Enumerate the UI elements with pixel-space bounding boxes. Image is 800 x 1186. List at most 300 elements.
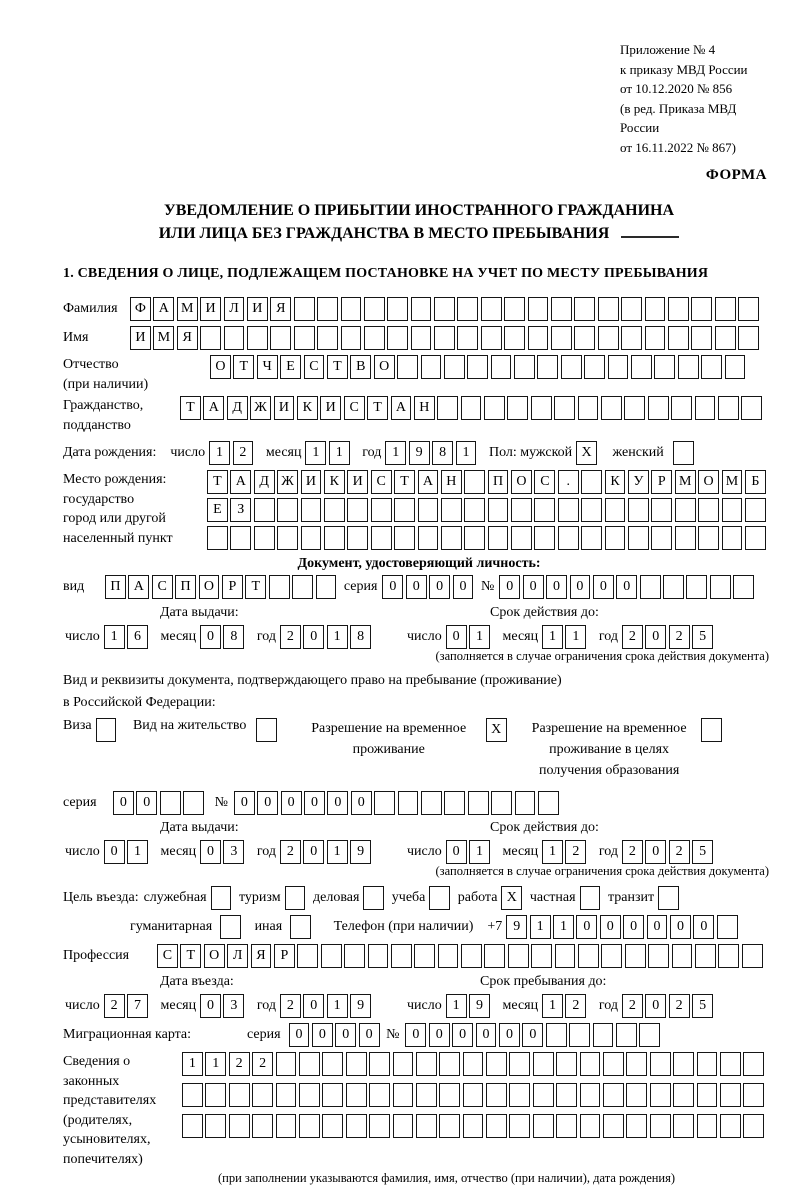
residence-permit-label: Вид на жительство — [132, 718, 247, 733]
char-cell — [277, 526, 298, 550]
char-cell: 1 — [542, 625, 563, 649]
char-cell — [429, 886, 450, 910]
annex-line: к приказу МВД России — [620, 61, 748, 77]
issue-date-heading: Дата выдачи: — [160, 820, 239, 835]
char-cell — [561, 355, 582, 379]
char-cell — [581, 498, 602, 522]
char-cell — [546, 1023, 567, 1047]
year-cells — [385, 441, 479, 465]
annex-line: (в ред. Приказа МВД России — [620, 100, 737, 135]
char-cell: И — [130, 326, 151, 350]
representatives-cells — [182, 1052, 767, 1142]
month-cells — [542, 840, 589, 864]
char-cell: 0 — [446, 840, 467, 864]
birth-place-line3 — [207, 526, 768, 550]
char-cell: 2 — [622, 625, 643, 649]
char-cell: П — [105, 575, 126, 599]
char-cell: 0 — [257, 791, 278, 815]
migration-card-label: Миграционная карта: — [63, 1027, 192, 1042]
char-cell — [411, 297, 432, 321]
char-cell: 2 — [622, 840, 643, 864]
day-label: число — [170, 445, 206, 460]
doc-kind-label: вид — [63, 579, 85, 594]
char-cell: 8 — [223, 625, 244, 649]
representatives-label: Сведения о законных представителях (родителях, усыновителях, попечителях) — [63, 1054, 157, 1167]
char-cell: 0 — [327, 791, 348, 815]
char-cell — [745, 498, 766, 522]
char-cell — [675, 498, 696, 522]
purpose-tourism-checkbox — [285, 886, 308, 910]
char-cell — [710, 575, 731, 599]
char-cell — [648, 944, 669, 968]
section1-heading: 1. СВЕДЕНИЯ О ЛИЦЕ, ПОДЛЕЖАЩЕМ ПОСТАНОВКЕ НА УЧЕТ ПО МЕСТУ ПРЕБЫВАНИЯ — [63, 266, 709, 281]
char-cell: Ж — [277, 470, 298, 494]
char-cell — [743, 1052, 764, 1076]
issue-date-heading: Дата выдачи: — [160, 605, 239, 620]
identity-doc-heading: Документ, удостоверяющий личность: — [297, 556, 541, 571]
char-cell: X — [486, 718, 507, 742]
patronymic-cells — [210, 355, 748, 379]
char-cell — [650, 1083, 671, 1107]
char-cell: Н — [441, 470, 462, 494]
char-cell — [640, 575, 661, 599]
char-cell: 0 — [406, 575, 427, 599]
char-cell: У — [628, 470, 649, 494]
char-cell: 5 — [692, 625, 713, 649]
char-cell — [254, 498, 275, 522]
char-cell — [745, 526, 766, 550]
char-cell: 0 — [113, 791, 134, 815]
char-cell — [224, 326, 245, 350]
char-cell — [616, 1023, 637, 1047]
char-cell: 0 — [234, 791, 255, 815]
citizenship-cells — [180, 396, 765, 420]
char-cell — [364, 326, 385, 350]
month-label: месяц — [502, 844, 539, 859]
title-line-1: УВЕДОМЛЕНИЕ О ПРИБЫТИИ ИНОСТРАННОГО ГРАЖДАНИНА — [163, 202, 675, 219]
month-cells — [200, 840, 247, 864]
purpose-official-label: служебная — [143, 890, 207, 905]
birth-place-line2 — [207, 498, 768, 522]
char-cell — [722, 526, 743, 550]
char-cell: О — [511, 470, 532, 494]
char-cell: 0 — [670, 915, 691, 939]
day-label: число — [407, 998, 442, 1013]
char-cell — [558, 526, 579, 550]
stay-doc-intro-1: Вид и реквизиты документа, подтверждающего право на пребывание (проживание) — [63, 673, 562, 688]
char-cell — [531, 396, 552, 420]
char-cell — [569, 1023, 590, 1047]
char-cell — [733, 575, 754, 599]
char-cell: Т — [394, 470, 415, 494]
stay-until-heading: Срок пребывания до: — [480, 974, 607, 989]
given-name-row — [63, 326, 775, 350]
char-cell — [254, 526, 275, 550]
char-cell — [457, 326, 478, 350]
purpose-transit-checkbox — [658, 886, 681, 910]
char-cell — [628, 498, 649, 522]
entry-dates — [63, 994, 775, 1018]
char-cell: 9 — [469, 994, 490, 1018]
char-cell — [686, 575, 707, 599]
char-cell — [316, 575, 337, 599]
char-cell: 1 — [305, 441, 326, 465]
char-cell: Р — [222, 575, 243, 599]
char-cell: Я — [251, 944, 272, 968]
migration-card-row — [63, 1023, 775, 1047]
annex-line: от 16.11.2022 № 867) — [620, 139, 737, 155]
char-cell — [394, 526, 415, 550]
char-cell — [695, 396, 716, 420]
char-cell — [741, 396, 762, 420]
year-label: год — [598, 629, 618, 644]
char-cell: В — [350, 355, 371, 379]
sex-male-checkbox — [576, 441, 599, 465]
char-cell: Т — [327, 355, 348, 379]
char-cell: О — [374, 355, 395, 379]
char-cell: 2 — [565, 994, 586, 1018]
char-cell: 5 — [692, 840, 713, 864]
month-cells — [542, 625, 589, 649]
char-cell: И — [347, 470, 368, 494]
stay-until-group — [405, 994, 724, 1018]
doc-number-label: № — [481, 579, 495, 594]
char-cell — [491, 791, 512, 815]
char-cell — [725, 355, 746, 379]
char-cell — [467, 355, 488, 379]
char-cell: Е — [207, 498, 228, 522]
char-cell — [418, 498, 439, 522]
char-cell: 2 — [252, 1052, 273, 1076]
char-cell: 0 — [452, 1023, 473, 1047]
char-cell — [464, 470, 485, 494]
char-cell: А — [418, 470, 439, 494]
char-cell — [397, 355, 418, 379]
char-cell — [346, 1114, 367, 1138]
char-cell: 1 — [182, 1052, 203, 1076]
char-cell — [439, 1083, 460, 1107]
char-cell — [555, 944, 576, 968]
char-cell — [488, 526, 509, 550]
char-cell — [374, 791, 395, 815]
char-cell: 2 — [669, 994, 690, 1018]
char-cell — [511, 526, 532, 550]
char-cell: М — [177, 297, 198, 321]
char-cell — [182, 1083, 203, 1107]
valid-until-group — [405, 840, 724, 864]
char-cell — [626, 1052, 647, 1076]
char-cell — [580, 1052, 601, 1076]
year-label: год — [256, 998, 276, 1013]
char-cell: 2 — [622, 994, 643, 1018]
char-cell: 0 — [616, 575, 637, 599]
purpose-other-label: иная — [254, 919, 283, 934]
birth-place-label: Место рождения: государство город или другой населенный пункт — [63, 472, 173, 546]
purpose-private-label: частная — [529, 890, 576, 905]
char-cell — [317, 297, 338, 321]
char-cell — [411, 326, 432, 350]
char-cell: С — [157, 944, 178, 968]
char-cell — [468, 791, 489, 815]
char-cell: 1 — [456, 441, 477, 465]
char-cell: 0 — [289, 1023, 310, 1047]
document-title — [63, 199, 775, 245]
char-cell — [290, 915, 311, 939]
purpose-work-label: работа — [457, 890, 498, 905]
char-cell — [461, 944, 482, 968]
char-cell — [393, 1083, 414, 1107]
char-cell — [368, 944, 389, 968]
char-cell — [486, 1052, 507, 1076]
stay-doc-intro-2: в Российской Федерации: — [63, 695, 216, 710]
patronymic-row — [63, 355, 775, 394]
char-cell: 0 — [136, 791, 157, 815]
annex-line: от 10.12.2020 № 856 — [620, 81, 733, 96]
stay-doc-number-label: № — [214, 795, 228, 810]
month-cells — [200, 994, 247, 1018]
char-cell — [418, 526, 439, 550]
surname-label: Фамилия — [63, 301, 118, 316]
char-cell — [230, 526, 251, 550]
char-cell — [437, 396, 458, 420]
char-cell — [603, 1114, 624, 1138]
char-cell: 0 — [576, 915, 597, 939]
char-cell: 0 — [335, 1023, 356, 1047]
char-cell — [738, 297, 759, 321]
char-cell — [416, 1114, 437, 1138]
char-cell — [321, 944, 342, 968]
char-cell: А — [230, 470, 251, 494]
char-cell: Т — [180, 944, 201, 968]
stay-doc-series-cells — [113, 791, 207, 815]
char-cell: 2 — [669, 840, 690, 864]
sex-female-label: женский — [612, 445, 664, 460]
char-cell: Т — [245, 575, 266, 599]
char-cell: О — [199, 575, 220, 599]
char-cell — [324, 498, 345, 522]
day-cells — [209, 441, 256, 465]
char-cell: 0 — [499, 575, 520, 599]
char-cell — [297, 944, 318, 968]
char-cell — [369, 1052, 390, 1076]
char-cell — [511, 498, 532, 522]
char-cell — [533, 1083, 554, 1107]
char-cell — [294, 326, 315, 350]
purpose-private-checkbox — [580, 886, 603, 910]
char-cell: 0 — [429, 1023, 450, 1047]
migration-card-series-label: серия — [247, 1027, 281, 1042]
doc-series-cells — [382, 575, 476, 599]
char-cell: 1 — [104, 625, 125, 649]
char-cell: 2 — [229, 1052, 250, 1076]
char-cell: 0 — [499, 1023, 520, 1047]
char-cell — [625, 944, 646, 968]
char-cell — [743, 1114, 764, 1138]
char-cell — [183, 791, 204, 815]
purpose-humanitarian-label: гуманитарная — [130, 919, 213, 934]
char-cell — [200, 326, 221, 350]
char-cell: 1 — [446, 994, 467, 1018]
char-cell: 0 — [104, 840, 125, 864]
char-cell — [299, 1052, 320, 1076]
char-cell — [672, 944, 693, 968]
char-cell: Л — [227, 944, 248, 968]
patronymic-label: Отчество (при наличии) — [63, 355, 210, 394]
char-cell: 0 — [523, 575, 544, 599]
char-cell: С — [152, 575, 173, 599]
char-cell — [347, 526, 368, 550]
purpose-row — [63, 886, 775, 910]
migration-card-series-cells — [289, 1023, 383, 1047]
stay-doc-note: (заполняется в случае ограничения срока действия документа) — [435, 864, 769, 878]
char-cell — [393, 1114, 414, 1138]
char-cell — [528, 297, 549, 321]
char-cell — [341, 297, 362, 321]
char-cell: 1 — [329, 441, 350, 465]
char-cell — [534, 498, 555, 522]
char-cell — [463, 1083, 484, 1107]
char-cell: 8 — [432, 441, 453, 465]
stay-doc-dates — [63, 840, 775, 864]
char-cell: П — [488, 470, 509, 494]
char-cell: С — [344, 396, 365, 420]
char-cell — [387, 326, 408, 350]
phone-label: Телефон (при наличии) — [333, 919, 474, 934]
char-cell: X — [501, 886, 522, 910]
char-cell: 9 — [350, 840, 371, 864]
char-cell — [584, 355, 605, 379]
char-cell — [416, 1083, 437, 1107]
char-cell — [603, 1052, 624, 1076]
char-cell — [678, 355, 699, 379]
char-cell — [668, 297, 689, 321]
char-cell — [398, 791, 419, 815]
char-cell — [628, 526, 649, 550]
char-cell: О — [210, 355, 231, 379]
purpose-study-checkbox — [429, 886, 452, 910]
char-cell: 1 — [327, 840, 348, 864]
char-cell — [626, 1114, 647, 1138]
char-cell — [509, 1083, 530, 1107]
char-cell: 2 — [280, 994, 301, 1018]
char-cell: А — [153, 297, 174, 321]
residence-permit-checkbox — [256, 718, 279, 742]
surname-cells — [130, 297, 762, 321]
char-cell — [344, 944, 365, 968]
char-cell — [701, 718, 722, 742]
char-cell — [658, 886, 679, 910]
char-cell: 0 — [623, 915, 644, 939]
char-cell — [668, 326, 689, 350]
char-cell — [691, 326, 712, 350]
char-cell — [581, 470, 602, 494]
char-cell: Л — [224, 297, 245, 321]
temp-residence-education-label: Разрешение на временное проживание в целях получения образования — [531, 721, 687, 778]
purpose-transit-label: транзит — [607, 890, 655, 905]
day-label: число — [407, 844, 442, 859]
year-label: год — [256, 844, 276, 859]
year-label: год — [598, 998, 618, 1013]
month-label: месяц — [502, 998, 539, 1013]
char-cell — [252, 1114, 273, 1138]
char-cell: 1 — [542, 840, 563, 864]
day-cells — [446, 625, 493, 649]
char-cell — [269, 575, 290, 599]
char-cell: 0 — [200, 625, 221, 649]
char-cell — [444, 355, 465, 379]
char-cell — [160, 791, 181, 815]
purpose-study-label: учеба — [391, 890, 426, 905]
char-cell: 0 — [281, 791, 302, 815]
char-cell: О — [698, 470, 719, 494]
char-cell: 2 — [233, 441, 254, 465]
char-cell — [603, 1083, 624, 1107]
char-cell: З — [230, 498, 251, 522]
char-cell: 3 — [223, 994, 244, 1018]
char-cell: Т — [233, 355, 254, 379]
valid-until-group — [405, 625, 724, 649]
char-cell — [276, 1083, 297, 1107]
representatives-note: (при заполнении указываются фамилия, имя, отчество (при наличии), дата рождения) — [218, 1171, 676, 1185]
char-cell — [551, 326, 572, 350]
char-cell — [533, 1052, 554, 1076]
char-cell — [673, 1052, 694, 1076]
char-cell — [508, 944, 529, 968]
char-cell — [285, 886, 306, 910]
char-cell — [363, 886, 384, 910]
char-cell — [421, 355, 442, 379]
month-label: месяц — [160, 844, 197, 859]
identity-doc-date-headings — [63, 605, 775, 623]
char-cell — [626, 1083, 647, 1107]
temp-residence-checkbox — [486, 718, 509, 742]
char-cell: 9 — [350, 994, 371, 1018]
entry-date-group — [63, 994, 382, 1018]
doc-number-cells — [499, 575, 756, 599]
purpose-official-checkbox — [211, 886, 234, 910]
char-cell — [551, 297, 572, 321]
char-cell: 1 — [469, 840, 490, 864]
char-cell: Т — [207, 470, 228, 494]
char-cell — [698, 526, 719, 550]
char-cell: О — [204, 944, 225, 968]
day-label: число — [407, 629, 442, 644]
char-cell — [651, 498, 672, 522]
char-cell: К — [605, 470, 626, 494]
given-name-label: Имя — [63, 330, 89, 345]
char-cell — [220, 915, 241, 939]
char-cell — [276, 1052, 297, 1076]
char-cell — [673, 1083, 694, 1107]
temp-residence-label: Разрешение на временное проживание — [311, 721, 467, 757]
char-cell — [391, 944, 412, 968]
char-cell: 0 — [453, 575, 474, 599]
char-cell — [317, 326, 338, 350]
char-cell — [651, 526, 672, 550]
char-cell — [277, 498, 298, 522]
char-cell: К — [324, 470, 345, 494]
char-cell: К — [297, 396, 318, 420]
char-cell — [507, 396, 528, 420]
year-cells — [280, 625, 374, 649]
year-label: год — [362, 445, 382, 460]
char-cell: 5 — [692, 994, 713, 1018]
char-cell: П — [175, 575, 196, 599]
char-cell — [96, 718, 117, 742]
char-cell: 9 — [409, 441, 430, 465]
day-cells — [446, 994, 493, 1018]
char-cell — [322, 1083, 343, 1107]
